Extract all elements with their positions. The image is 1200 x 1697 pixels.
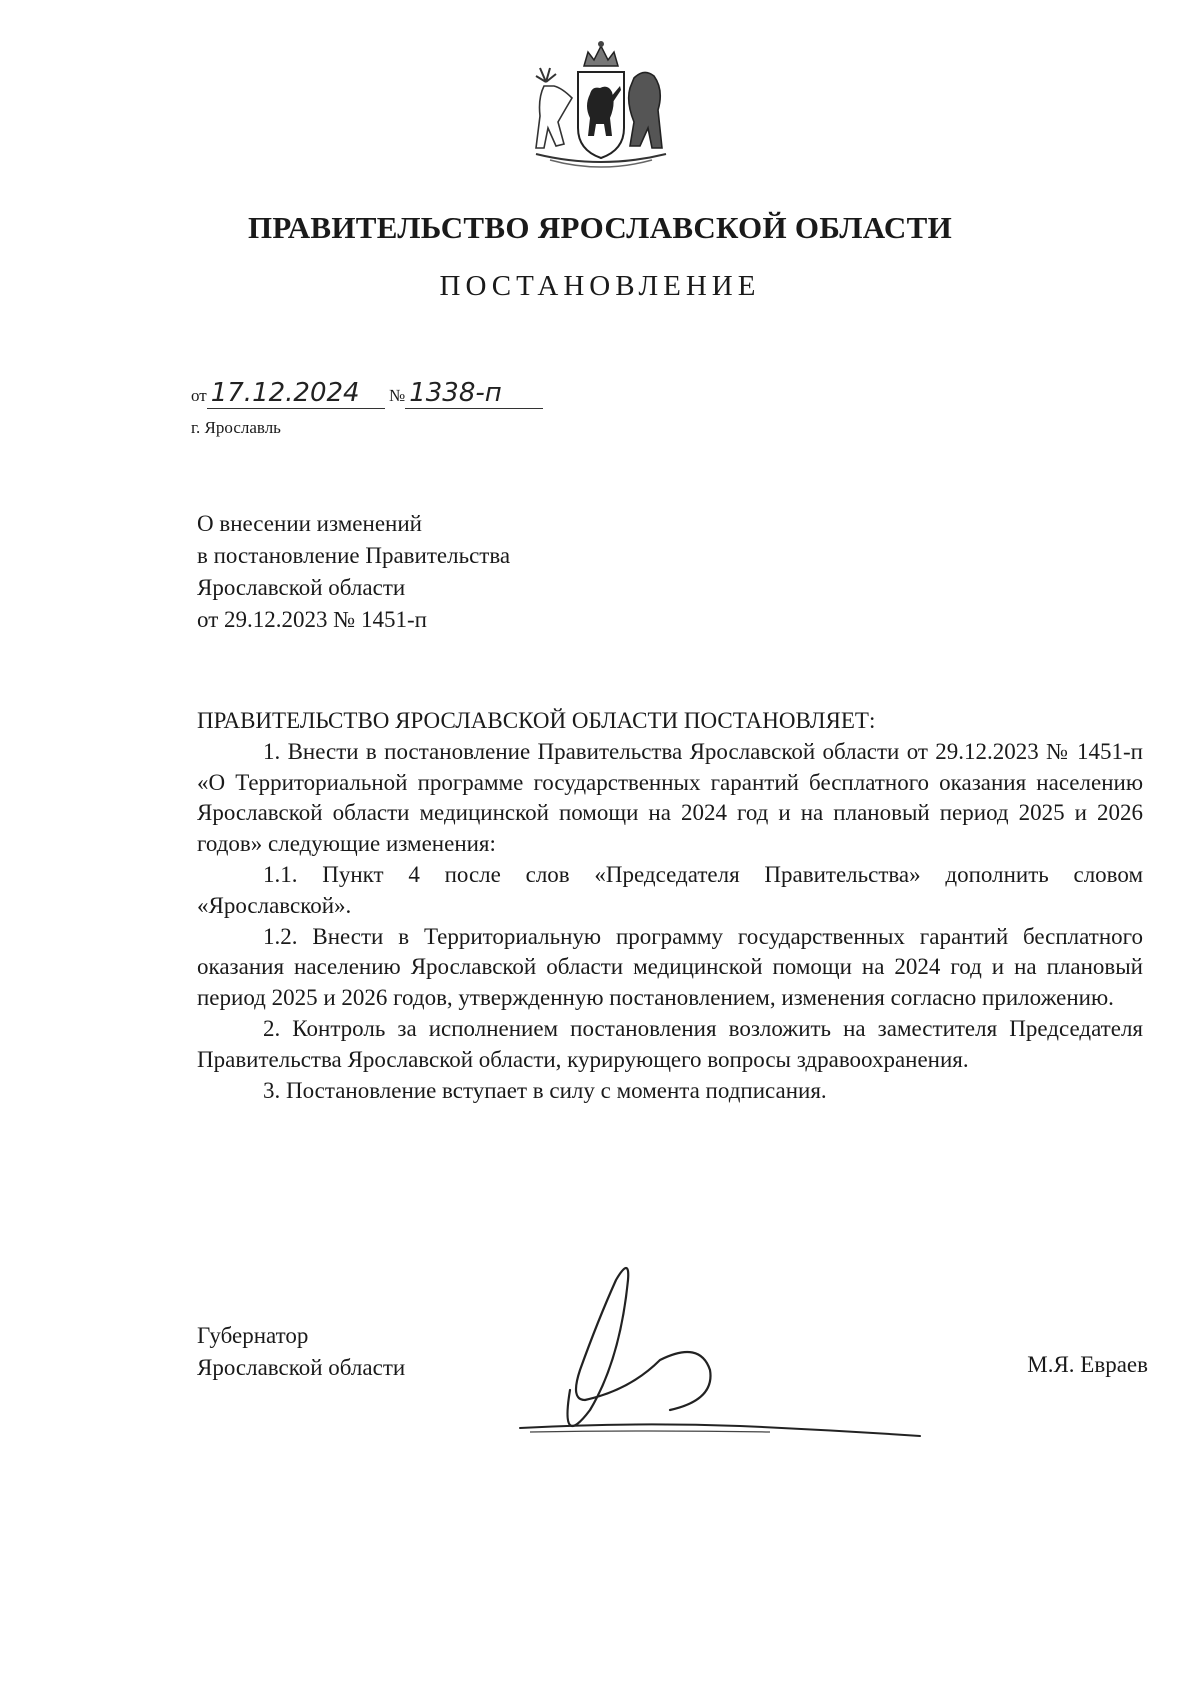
document-type-heading: ПОСТАНОВЛЕНИЕ	[439, 270, 761, 302]
resolution-paragraph: 1. Внести в постановление Правительства Ярославской области от 29.12.2023 № 1451-п «О Территориальной программе государственных гарантий бесплатного оказания населению Ярославской области медицинской помощи на 2024 год и на плановый период 2025 и 2026 годов» следующие изменения:	[197, 738, 1143, 857]
signatory-role-line: Губернатор	[197, 1323, 309, 1348]
signatory-role	[197, 1320, 405, 1384]
document-number: 1338-п	[405, 378, 543, 409]
resolution-paragraph: 3. Постановление вступает в силу с момента подписания.	[263, 1077, 827, 1103]
signatory-role-line: Ярославской области	[197, 1355, 406, 1380]
document-date: 17.12.2024	[207, 378, 385, 409]
resolution-paragraph: 1.2. Внести в Территориальную программу государственных гарантий бесплатного оказания населению Ярославской области медицинской помощи на 2024 год и на плановый период 2025 и 2026 годов, утвержденную постановлением, изменения согласно приложению.	[197, 923, 1143, 1011]
document-date-number	[191, 378, 543, 409]
subject-line: О внесении изменений	[197, 511, 422, 536]
subject-line: в постановление Правительства	[197, 543, 511, 568]
signatory-name: М.Я. Евраев	[1027, 1352, 1148, 1377]
coat-of-arms-icon	[526, 38, 676, 178]
government-title: ПРАВИТЕЛЬСТВО ЯРОСЛАВСКОЙ ОБЛАСТИ	[248, 210, 952, 245]
resolution-paragraph: 2. Контроль за исполнением постановления возложить на заместителя Председателя Правительства Ярославской области, курирующего вопросы здравоохранения.	[197, 1015, 1143, 1072]
number-prefix: №	[388, 386, 406, 405]
date-prefix: от	[191, 386, 207, 405]
subject-line: от 29.12.2023 № 1451-п	[197, 607, 427, 632]
subject-line: Ярославской области	[197, 575, 406, 600]
resolution-body	[197, 706, 1143, 1106]
resolution-preamble: ПРАВИТЕЛЬСТВО ЯРОСЛАВСКОЙ ОБЛАСТИ ПОСТАНОВЛЯЕТ:	[197, 708, 876, 733]
document-subject	[197, 508, 510, 636]
document-city: г. Ярославль	[191, 418, 281, 437]
resolution-paragraph: 1.1. Пункт 4 после слов «Председателя Правительства» дополнить словом «Ярославской».	[197, 861, 1143, 918]
handwritten-signature	[510, 1250, 950, 1470]
